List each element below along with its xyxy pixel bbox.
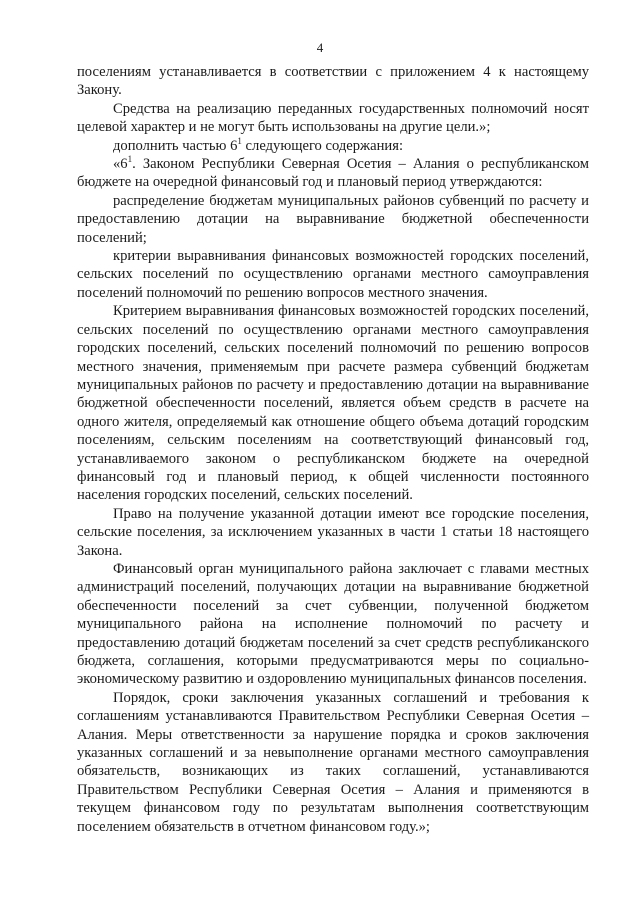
part-number-sup: 1: [127, 154, 133, 165]
paragraph-right-to-grant: Право на получение указанной дотации имеют все городские поселения, сельские поселения, за исключением указанных в части 1 статьи 18 настоящего Закона.: [77, 505, 589, 559]
paragraph-amendment: [77, 137, 589, 155]
paragraph-agreements: Финансовый орган муниципального района заключает с главами местных администраций поселений, получающих дотации на выравнивание бюджетной обеспеченности поселений за счет субвенции, полученной бюджетом муниципального района на исполнение полномочий по расчету и предоставлению дотаций бюджетам поселений за счет средств республиканского бюджета, соглашения, которыми предусматриваются меры по социально-экономическому развитию и оздоровлению муниципальных финансов поселения.: [77, 560, 589, 688]
paragraph-distribution: распределение бюджетам муниципальных районов субвенций по расчету и предоставлению дотации на выравнивание бюджетной обеспеченности поселений;: [77, 192, 589, 246]
paragraph-procedure: Порядок, сроки заключения указанных соглашений и требования к соглашениям устанавливаются Правительством Республики Северная Осетия – Алания. Меры ответственности за нарушение порядка и сроков заключения указанных соглашений и за невыполнение органами местного самоуправления обязательств, возникающих из таких соглашений, устанавливаются Правительством Республики Северная Осетия – Алания и применяются в текущем финансовом году по результатам выполнения соответствующим поселением обязательств в отчетном финансовом году.»;: [77, 689, 589, 835]
paragraph-criteria: критерии выравнивания финансовых возможностей городских поселений, сельских поселений по осуществлению органами местного самоуправления поселений полномочий по решению вопросов местного значения.: [77, 248, 589, 301]
page-number: 4: [316, 40, 324, 55]
amendment-sup: 1: [237, 135, 242, 146]
document-body: [77, 63, 589, 836]
part-text: . Законом Республики Северная Осетия – Алания о республиканском бюджете на очередной финансовый год и плановый период утверждаются:: [77, 156, 589, 191]
amendment-text: дополнить частью 6: [113, 137, 238, 154]
paragraph-criterion-definition: Критерием выравнивания финансовых возможностей городских поселений, сельских поселений по осуществлению органами местного самоуправления городских поселений, сельских поселений полномочий по решению вопросов местного значения, применяемым при расчете размера субвенций бюджетам муниципальных районов по расчету и предоставлению дотации на выравнивание бюджетной обеспеченности поселений, является объем средств в расчете на одного жителя, определяемый как отношение общего объема дотаций городским поселениям, сельским поселениям на соответствующий финансовый год, устанавливаемого законом о республиканском бюджете на очередной финансовый год и плановый период, к общей численности постоянного населения городских поселений, сельских поселений.: [77, 303, 589, 504]
amendment-text-end: следующего содержания:: [241, 137, 404, 154]
paragraph-continuation: поселениям устанавливается в соответствии с приложением 4 к настоящему Закону.: [77, 64, 589, 99]
paragraph-funds: Средства на реализацию переданных государственных полномочий носят целевой характер и не могут быть использованы на другие цели.»;: [77, 100, 589, 136]
paragraph-part-6-1: [77, 155, 589, 192]
part-number: «6: [113, 156, 128, 173]
